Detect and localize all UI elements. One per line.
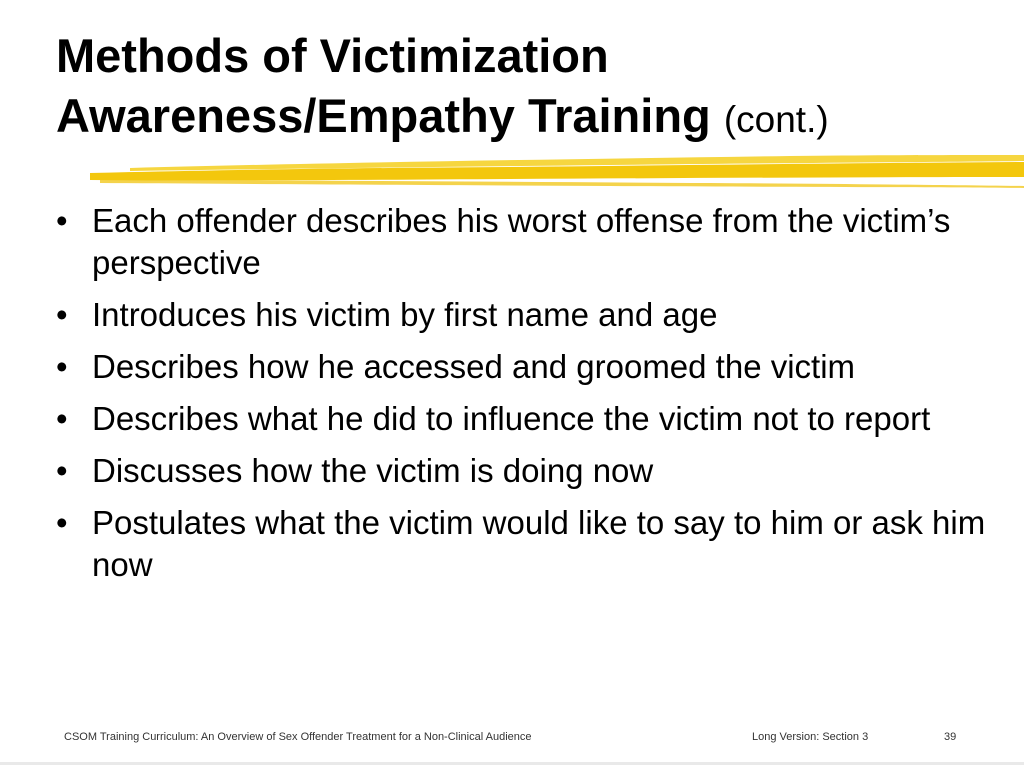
title-line-1: Methods of Victimization	[56, 29, 609, 82]
bullet-item	[56, 398, 1006, 440]
brush-underline-decoration	[90, 150, 1024, 190]
bottom-divider	[0, 762, 1024, 765]
slide-title	[56, 26, 1006, 150]
bullet-list	[56, 200, 1006, 596]
bullet-text: Describes how he accessed and groomed the victim	[92, 348, 856, 385]
bullet-item	[56, 294, 1006, 336]
bullet-text: Postulates what the victim would like to say to him or ask him now	[92, 504, 986, 583]
title-suffix: (cont.)	[723, 99, 829, 140]
bullet-item	[56, 502, 1006, 586]
footer-curriculum-text: CSOM Training Curriculum: An Overview of Sex Offender Treatment for a Non-Clinical Audience	[64, 731, 532, 743]
title-line-2: Awareness/Empathy Training	[56, 89, 711, 142]
bullet-dot: •	[56, 348, 68, 385]
bullet-text: Introduces his victim by first name and age	[92, 296, 718, 333]
bullet-dot: •	[56, 400, 68, 437]
footer-section-text: Long Version: Section 3	[752, 731, 869, 743]
bullet-dot: •	[56, 504, 68, 541]
bullet-text: Discusses how the victim is doing now	[92, 452, 654, 489]
bullet-text: Each offender describes his worst offense from the victim’s perspective	[92, 202, 951, 281]
title-line-2-wrapper	[56, 86, 1006, 150]
bullet-item	[56, 450, 1006, 492]
bullet-text: Describes what he did to influence the victim not to report	[92, 400, 931, 437]
bullet-dot: •	[56, 202, 68, 239]
bullet-dot: •	[56, 296, 68, 333]
brush-stroke-lower	[100, 180, 1024, 188]
bullet-item	[56, 200, 1006, 284]
page-number: 39	[944, 731, 957, 743]
bullet-dot: •	[56, 452, 68, 489]
bullet-item	[56, 346, 1006, 388]
